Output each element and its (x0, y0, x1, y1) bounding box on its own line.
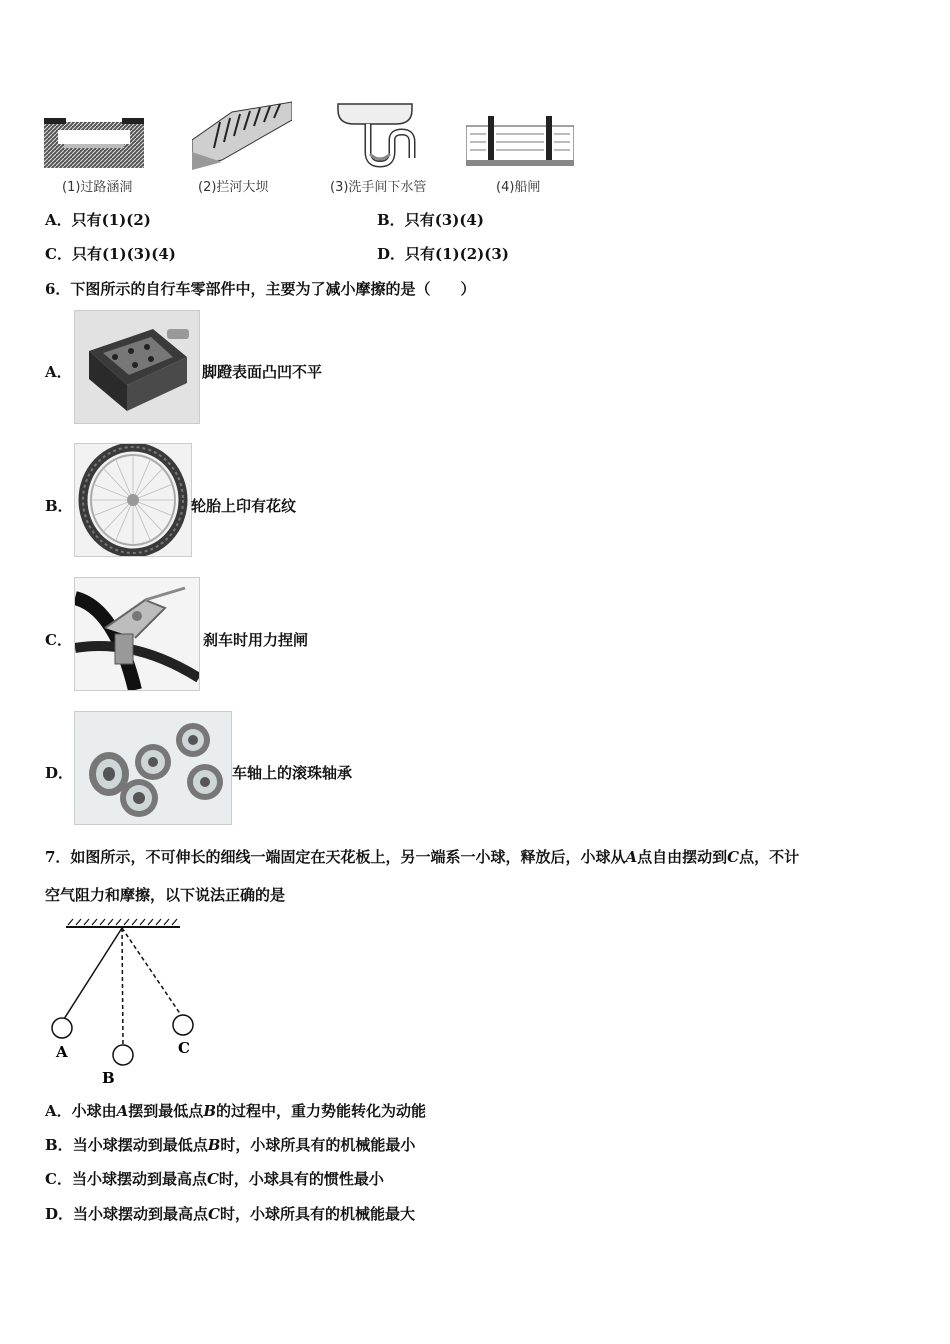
tire-image (74, 443, 192, 557)
q6-option-a-letter[interactable]: A． (45, 363, 72, 381)
q6-option-b-text: 轮胎上印有花纹 (191, 497, 297, 515)
option-letter: B． (377, 211, 405, 229)
q5-option-c[interactable] (45, 244, 176, 264)
label-b: B (102, 1069, 115, 1087)
option-text: 只有(1)(2)(3) (405, 245, 509, 263)
q7-stem-line1: 7．如图所示，不可伸长的细线一端固定在天花板上，另一端系一小球，释放后，小球从A点自由摆动到C点，不计 (45, 848, 800, 866)
q6-option-d-letter[interactable]: D． (45, 764, 74, 782)
q7-stem-line2: 空气阻力和摩擦，以下说法正确的是 (45, 886, 286, 904)
bearings-image (74, 711, 232, 825)
brake-image (74, 577, 200, 691)
pedal-image (74, 310, 200, 424)
option-letter: D． (377, 245, 406, 263)
q5-figure-dam (192, 100, 292, 170)
option-text: 只有(1)(3)(4) (71, 245, 176, 263)
q5-caption-4: (4)船闸 (496, 180, 541, 195)
label-a: A (56, 1043, 68, 1061)
q5-option-d[interactable] (377, 244, 509, 264)
pendulum-diagram (40, 915, 200, 1090)
q6-option-a-text: 脚蹬表面凸凹不平 (202, 363, 323, 381)
q7-option-b[interactable]: B．当小球摆动到最低点B时，小球所具有的机械能最小 (45, 1136, 416, 1154)
q6-option-c-text: 刹车时用力捏闸 (203, 631, 309, 649)
q5-figure-culvert (44, 110, 144, 170)
q6-option-c-letter[interactable]: C． (45, 631, 72, 649)
q5-caption-2: (2)拦河大坝 (198, 180, 269, 195)
q5-figure-sink-drain (332, 100, 424, 170)
q6-option-b-letter[interactable]: B． (45, 497, 73, 515)
q7-option-a[interactable]: A．小球由A摆到最低点B的过程中，重力势能转化为动能 (45, 1102, 427, 1120)
q5-caption-3: (3)洗手间下水管 (330, 180, 427, 195)
q5-caption-1: (1)过路涵洞 (62, 180, 133, 195)
q5-option-a[interactable] (45, 210, 151, 230)
label-c: C (178, 1039, 190, 1057)
option-text: 只有(3)(4) (404, 211, 484, 229)
q7-option-d[interactable]: D．当小球摆动到最高点C时，小球所具有的机械能最大 (45, 1205, 415, 1223)
q6-option-d-text: 车轴上的滚珠轴承 (232, 764, 353, 782)
q5-figure-ship-lock (466, 112, 574, 168)
q5-option-b[interactable] (377, 210, 484, 230)
q7-option-c[interactable]: C．当小球摆动到最高点C时，小球具有的惯性最小 (45, 1170, 384, 1188)
option-letter: C． (45, 245, 72, 263)
option-letter: A． (45, 211, 72, 229)
q6-stem: 6．下图所示的自行车零部件中，主要为了减小摩擦的是（ ） (45, 280, 476, 298)
option-text: 只有(1)(2) (71, 211, 151, 229)
